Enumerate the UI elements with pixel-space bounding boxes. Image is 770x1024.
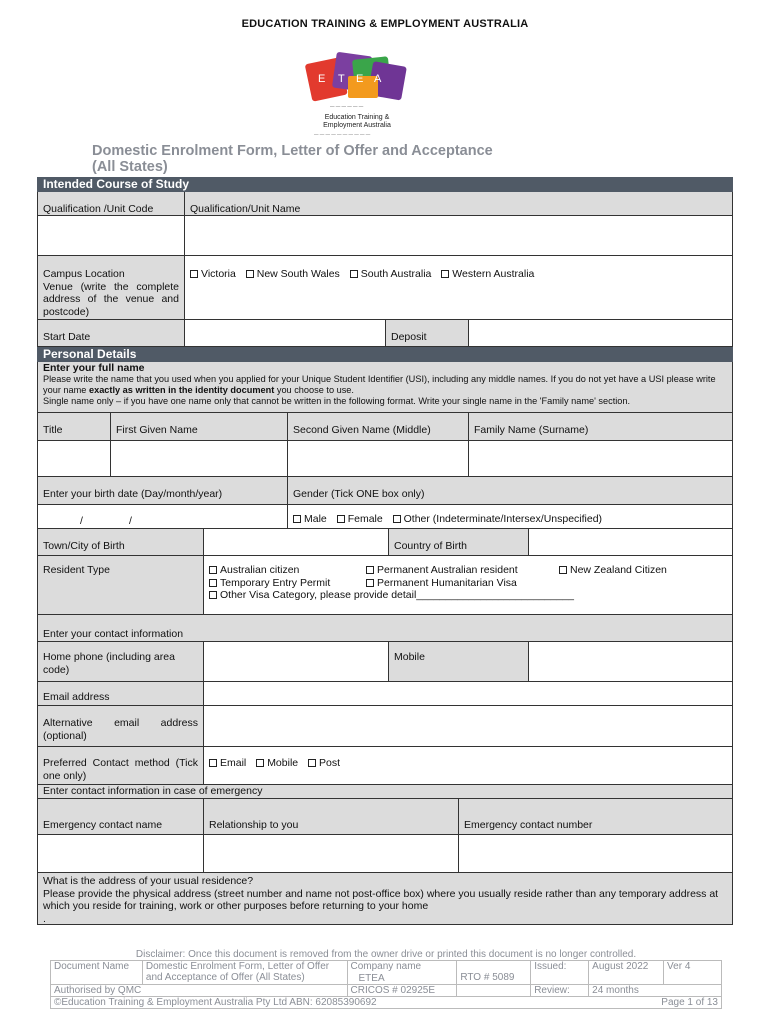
contact-option-mobile[interactable]: Mobile xyxy=(256,757,298,769)
resident-option-nz[interactable]: New Zealand Citizen xyxy=(559,564,667,577)
resident-option-humanitarian[interactable]: Permanent Humanitarian Visa xyxy=(366,577,517,590)
home-phone-label: Home phone (including area code) xyxy=(38,642,203,681)
logo-name: Education Training & Employment Australia xyxy=(323,114,391,129)
family-name-field[interactable] xyxy=(468,441,732,476)
mobile-label: Mobile xyxy=(388,642,528,681)
logo-letter-e1: E xyxy=(318,73,326,85)
emergency-number-field[interactable] xyxy=(458,835,732,872)
page-number: Page 1 of 13 xyxy=(589,997,722,1009)
checkbox-icon xyxy=(209,591,217,599)
disclaimer: Disclaimer: Once this document is removed from the owner drive or printed this document is no longer controlled. xyxy=(135,949,637,960)
campus-venue-label: Campus Location Venue (write the complete address of the venue and postcode) xyxy=(38,256,184,319)
gender-option-male[interactable]: Male xyxy=(293,513,327,525)
emergency-relationship-label: Relationship to you xyxy=(203,799,458,834)
emergency-relationship-field[interactable] xyxy=(203,835,458,872)
residence-address-instructions: What is the address of your usual residence? Please provide the physical address (street number and name not post-office box) where you usually reside rather than any temporary address at which you reside for training, work or other purposes before returning to your home . xyxy=(38,873,732,924)
issued-date: August 2022 xyxy=(589,961,664,985)
document-title: Domestic Enrolment Form, Letter of Offer and Acceptance (All States) xyxy=(92,143,493,175)
copyright: ©Education Training & Employment Australia Pty Ltd ABN: 62085390692 xyxy=(51,997,589,1009)
checkbox-icon xyxy=(209,566,217,574)
resident-option-citizen[interactable]: Australian citizen xyxy=(209,564,359,577)
checkbox-icon xyxy=(350,270,358,278)
title-field[interactable] xyxy=(38,441,110,476)
logo-subline: — — — — — — xyxy=(330,104,364,109)
date-slash: / xyxy=(129,515,132,527)
doc-name: Domestic Enrolment Form, Letter of Offer and Acceptance of Offer (All States) xyxy=(142,961,347,985)
gender-option-other[interactable]: Other (Indeterminate/Intersex/Unspecified) xyxy=(393,513,602,525)
state-option-sa[interactable]: South Australia xyxy=(350,268,432,280)
gender-label: Gender (Tick ONE box only) xyxy=(287,477,732,504)
country-of-birth-field[interactable] xyxy=(528,529,732,555)
date-slash: / xyxy=(80,515,83,527)
deposit-field[interactable] xyxy=(468,320,732,346)
qualification-code-field[interactable] xyxy=(38,216,184,255)
email-field[interactable] xyxy=(203,682,732,705)
section-bar-personal: Personal Details xyxy=(37,347,733,362)
emergency-heading: Enter contact information in case of emergency xyxy=(38,785,732,798)
issued-label: Issued: xyxy=(531,961,589,985)
second-name-field[interactable] xyxy=(287,441,468,476)
qualification-code-label: Qualification /Unit Code xyxy=(38,192,184,215)
state-option-wa[interactable]: Western Australia xyxy=(441,268,534,280)
checkbox-icon xyxy=(366,566,374,574)
review-label: Review: xyxy=(531,985,589,997)
rto-cell: RTO # 5089 xyxy=(457,961,531,985)
checkbox-icon xyxy=(209,579,217,587)
checkbox-icon xyxy=(441,270,449,278)
country-of-birth-label: Country of Birth xyxy=(388,529,528,555)
alt-email-field[interactable] xyxy=(203,706,732,746)
logo-letter-a: A xyxy=(374,73,382,85)
town-of-birth-label: Town/City of Birth xyxy=(38,529,203,555)
campus-options xyxy=(184,256,732,319)
emergency-name-field[interactable] xyxy=(38,835,203,872)
emergency-number-label: Emergency contact number xyxy=(458,799,732,834)
birthdate-field[interactable] xyxy=(38,505,287,528)
full-name-instructions: Enter your full name Please write the name that you used when you applied for your Unique Student Identifier (USI), including any middle names. If you do not yet have a USI please write your name exactly as written in the identity document you choose to use. Single name only – if you have one name only that cannot be written in the following format. Write your single name in the 'Family name' section. xyxy=(38,362,732,412)
preferred-contact-options xyxy=(203,747,732,784)
qualification-name-field[interactable] xyxy=(184,216,732,255)
title-label: Title xyxy=(38,413,110,440)
resident-option-temporary[interactable]: Temporary Entry Permit xyxy=(209,577,359,590)
home-phone-field[interactable] xyxy=(203,642,388,681)
logo-letter-t: T xyxy=(338,73,345,85)
deposit-label: Deposit xyxy=(385,320,468,346)
document-footer xyxy=(50,949,722,1009)
full-name-heading: Enter your full name xyxy=(43,362,145,374)
birthdate-label: Enter your birth date (Day/month/year) xyxy=(38,477,287,504)
preferred-contact-label: Preferred Contact method (Tick one only) xyxy=(38,747,203,784)
second-name-label: Second Given Name (Middle) xyxy=(287,413,468,440)
section-bar-course: Intended Course of Study xyxy=(37,177,733,192)
first-name-field[interactable] xyxy=(110,441,287,476)
checkbox-icon xyxy=(393,515,401,523)
start-date-label: Start Date xyxy=(38,320,184,346)
doc-name-label: Document Name xyxy=(51,961,143,985)
review-period: 24 months xyxy=(589,985,722,997)
version: Ver 4 xyxy=(664,961,722,985)
qualification-name-label: Qualification/Unit Name xyxy=(184,192,732,215)
cricos: CRICOS # 02925E xyxy=(347,985,457,997)
family-name-label: Family Name (Surname) xyxy=(468,413,732,440)
organisation-header: EDUCATION TRAINING & EMPLOYMENT AUSTRALIA xyxy=(241,18,529,30)
resident-type-label: Resident Type xyxy=(38,556,203,614)
checkbox-icon xyxy=(559,566,567,574)
checkbox-icon xyxy=(308,759,316,767)
resident-options xyxy=(203,556,732,614)
checkbox-icon xyxy=(293,515,301,523)
alt-email-label: Alternative email address (optional) xyxy=(38,706,203,746)
emergency-name-label: Emergency contact name xyxy=(38,799,203,834)
checkbox-icon xyxy=(190,270,198,278)
checkbox-icon xyxy=(256,759,264,767)
logo-tagline: — — — — — — — — — — xyxy=(314,132,371,137)
contact-option-email[interactable]: Email xyxy=(209,757,246,769)
state-option-victoria[interactable]: Victoria xyxy=(190,268,236,280)
company-cell: Company name ETEA xyxy=(347,961,457,985)
checkbox-icon xyxy=(337,515,345,523)
contact-option-post[interactable]: Post xyxy=(308,757,340,769)
logo-letter-e2: E xyxy=(356,73,364,85)
enrolment-form xyxy=(37,177,733,925)
state-option-nsw[interactable]: New South Wales xyxy=(246,268,340,280)
gender-option-female[interactable]: Female xyxy=(337,513,383,525)
checkbox-icon xyxy=(366,579,374,587)
contact-info-heading: Enter your contact information xyxy=(38,615,732,641)
email-label: Email address xyxy=(38,682,203,705)
start-date-field[interactable] xyxy=(184,320,385,346)
first-name-label: First Given Name xyxy=(110,413,287,440)
checkbox-icon xyxy=(209,759,217,767)
checkbox-icon xyxy=(246,270,254,278)
gender-options xyxy=(287,505,732,528)
document-control-table xyxy=(50,960,722,1009)
resident-option-permanent[interactable]: Permanent Australian resident xyxy=(366,564,552,577)
mobile-field[interactable] xyxy=(528,642,732,681)
authorised-by: Authorised by QMC xyxy=(51,985,348,997)
resident-option-other[interactable]: Other Visa Category, please provide detail___________________________ xyxy=(209,589,574,601)
town-of-birth-field[interactable] xyxy=(203,529,388,555)
